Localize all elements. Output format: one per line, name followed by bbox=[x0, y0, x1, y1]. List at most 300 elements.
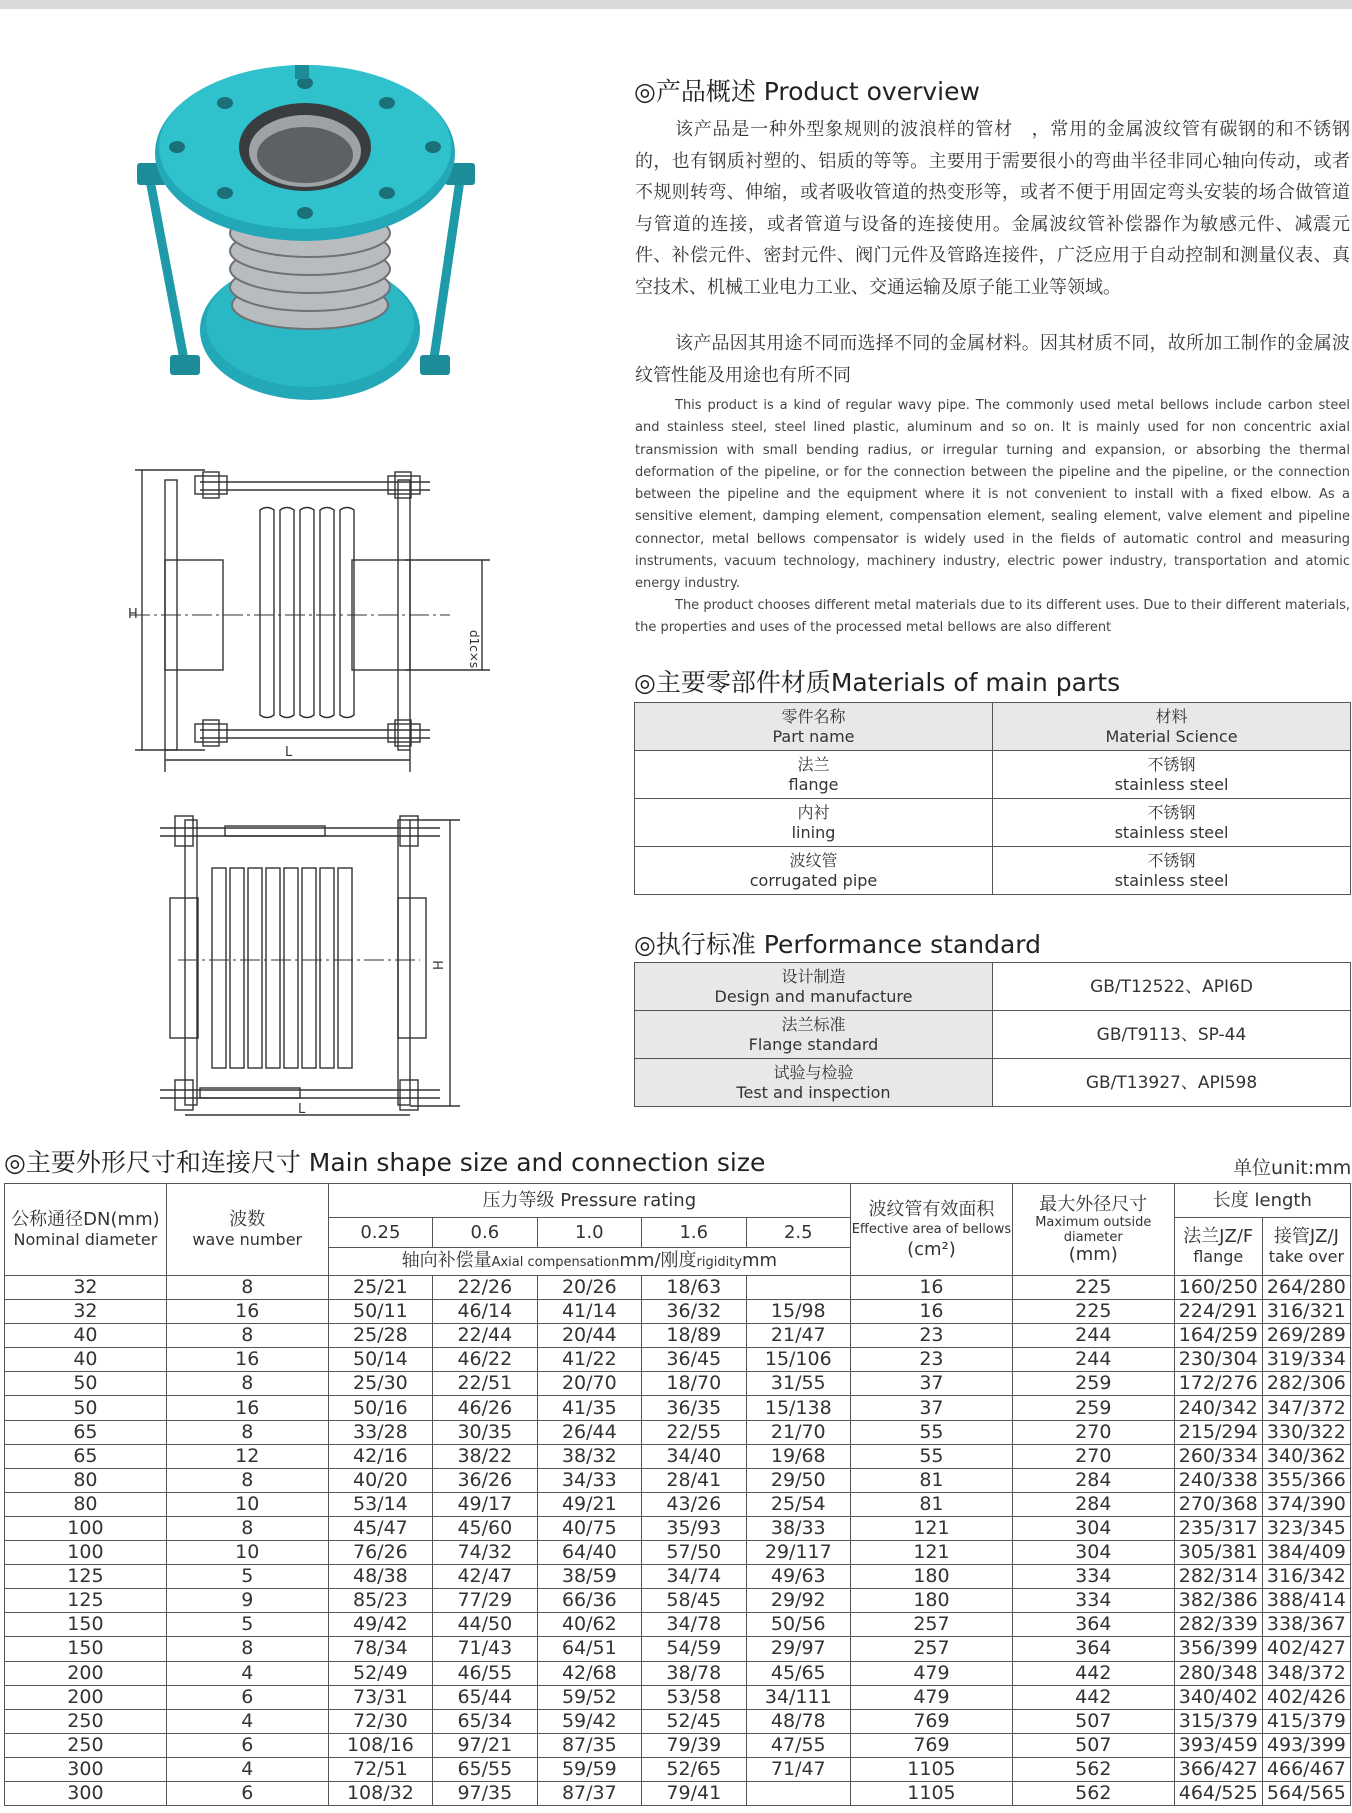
cell-p10: 20/44 bbox=[537, 1324, 641, 1348]
cell-area: 23 bbox=[851, 1348, 1013, 1372]
material-en: stainless steel bbox=[1114, 822, 1229, 842]
cell-p25: 31/55 bbox=[746, 1372, 851, 1396]
drawing-label-dc: d1c×s bbox=[467, 630, 481, 669]
cell-p25 bbox=[746, 1276, 851, 1300]
cell-od: 442 bbox=[1012, 1685, 1174, 1709]
cell-wave: 8 bbox=[166, 1324, 328, 1348]
cell-dn: 32 bbox=[5, 1300, 167, 1324]
cell-od: 364 bbox=[1012, 1637, 1174, 1661]
header-take-en: take over bbox=[1268, 1246, 1345, 1266]
cell-od: 507 bbox=[1012, 1709, 1174, 1733]
cell-od: 259 bbox=[1012, 1372, 1174, 1396]
header-take-over bbox=[1262, 1218, 1350, 1276]
header-take-cn: 接管JZ/J bbox=[1273, 1225, 1339, 1247]
cell-wave: 8 bbox=[166, 1276, 328, 1300]
cell-p025: 45/47 bbox=[328, 1516, 432, 1540]
cell-p16: 43/26 bbox=[642, 1492, 746, 1516]
cell-p25: 21/70 bbox=[746, 1420, 851, 1444]
table-row bbox=[5, 1276, 1351, 1300]
cell-take-over: 388/414 bbox=[1262, 1589, 1350, 1613]
cell-area: 479 bbox=[851, 1661, 1013, 1685]
cell-od: 244 bbox=[1012, 1324, 1174, 1348]
cell-p06: 38/22 bbox=[433, 1444, 537, 1468]
cell-dn: 300 bbox=[5, 1781, 167, 1805]
cell-p025: 48/38 bbox=[328, 1565, 432, 1589]
cell-p16: 18/70 bbox=[642, 1372, 746, 1396]
cell-p16: 34/78 bbox=[642, 1613, 746, 1637]
table-row bbox=[5, 1781, 1351, 1805]
cell-od: 225 bbox=[1012, 1300, 1174, 1324]
header-flange-cn: 法兰JZ/F bbox=[1183, 1225, 1254, 1247]
cell-flange: 282/339 bbox=[1174, 1613, 1262, 1637]
cell-p16: 36/32 bbox=[642, 1300, 746, 1324]
table-row bbox=[5, 1492, 1351, 1516]
table-row bbox=[5, 1468, 1351, 1492]
cell-p06: 46/26 bbox=[433, 1396, 537, 1420]
cell-p16: 34/40 bbox=[642, 1444, 746, 1468]
cell-take-over: 338/367 bbox=[1262, 1613, 1350, 1637]
cell-dn: 100 bbox=[5, 1516, 167, 1540]
table-row bbox=[5, 1300, 1351, 1324]
cell-dn: 65 bbox=[5, 1444, 167, 1468]
cell-p06: 74/32 bbox=[433, 1541, 537, 1565]
material-cn: 不锈钢 bbox=[1147, 850, 1196, 870]
cell-flange: 282/314 bbox=[1174, 1565, 1262, 1589]
cell-take-over: 264/280 bbox=[1262, 1276, 1350, 1300]
overview-en-paragraph-2: The product chooses different metal materials due to its different uses. Due to their different materials, the properties and uses of the processed metal bellows are also different bbox=[635, 598, 1350, 636]
cell-take-over: 384/409 bbox=[1262, 1541, 1350, 1565]
cell-od: 284 bbox=[1012, 1468, 1174, 1492]
cell-p06: 97/21 bbox=[433, 1733, 537, 1757]
header-part-cn: 零件名称 bbox=[781, 706, 846, 726]
cell-p025: 25/30 bbox=[328, 1372, 432, 1396]
cell-area: 55 bbox=[851, 1444, 1013, 1468]
cell-p10: 41/35 bbox=[537, 1396, 641, 1420]
material-en: stainless steel bbox=[1114, 870, 1229, 890]
cell-p25: 29/50 bbox=[746, 1468, 851, 1492]
header-pressure-value: 1.0 bbox=[537, 1218, 641, 1248]
cell-area: 16 bbox=[851, 1276, 1013, 1300]
cell-od: 562 bbox=[1012, 1757, 1174, 1781]
cell-dn: 65 bbox=[5, 1420, 167, 1444]
cell-area: 257 bbox=[851, 1613, 1013, 1637]
cell-area: 1105 bbox=[851, 1757, 1013, 1781]
cell-flange: 240/338 bbox=[1174, 1468, 1262, 1492]
cell-dn: 32 bbox=[5, 1276, 167, 1300]
cell-wave: 4 bbox=[166, 1661, 328, 1685]
header-pressure-value: 0.25 bbox=[328, 1218, 432, 1248]
material-cn: 不锈钢 bbox=[1147, 754, 1196, 774]
table-row bbox=[5, 1613, 1351, 1637]
cell-take-over: 466/467 bbox=[1262, 1757, 1350, 1781]
header-flange-en: flange bbox=[1193, 1246, 1244, 1266]
cell-flange: 340/402 bbox=[1174, 1685, 1262, 1709]
cell-flange: 270/368 bbox=[1174, 1492, 1262, 1516]
table-row bbox=[5, 1516, 1351, 1540]
cell-wave: 16 bbox=[166, 1300, 328, 1324]
cell-p16: 79/41 bbox=[642, 1781, 746, 1805]
header-axial-c: mm/刚度 bbox=[619, 1249, 697, 1271]
cell-take-over: 316/342 bbox=[1262, 1565, 1350, 1589]
part-name-en: flange bbox=[788, 774, 839, 794]
header-pressure-value: 2.5 bbox=[746, 1218, 851, 1248]
cell-p16: 22/55 bbox=[642, 1420, 746, 1444]
product-photo-icon bbox=[115, 65, 485, 405]
cell-p025: 76/26 bbox=[328, 1541, 432, 1565]
part-name-cn: 法兰 bbox=[797, 754, 830, 774]
material-en: stainless steel bbox=[1114, 774, 1229, 794]
cell-flange: 230/304 bbox=[1174, 1348, 1262, 1372]
cell-p25: 71/47 bbox=[746, 1757, 851, 1781]
cell-p025: 40/20 bbox=[328, 1468, 432, 1492]
cell-dn: 50 bbox=[5, 1372, 167, 1396]
table-row bbox=[5, 1589, 1351, 1613]
cell-take-over: 282/306 bbox=[1262, 1372, 1350, 1396]
table-row bbox=[5, 1661, 1351, 1685]
standards-table bbox=[634, 962, 1351, 1107]
cell-p025: 33/28 bbox=[328, 1420, 432, 1444]
cell-p25: 50/56 bbox=[746, 1613, 851, 1637]
table-row bbox=[5, 1637, 1351, 1661]
cell-area: 37 bbox=[851, 1372, 1013, 1396]
cell-p25: 19/68 bbox=[746, 1444, 851, 1468]
table-row bbox=[5, 1565, 1351, 1589]
cell-p06: 45/60 bbox=[433, 1516, 537, 1540]
cell-p025: 108/32 bbox=[328, 1781, 432, 1805]
cell-p06: 46/14 bbox=[433, 1300, 537, 1324]
cell-area: 257 bbox=[851, 1637, 1013, 1661]
standard-label-cn: 设计制造 bbox=[781, 966, 846, 986]
cell-p06: 65/44 bbox=[433, 1685, 537, 1709]
cell-p10: 41/22 bbox=[537, 1348, 641, 1372]
cell-p16: 58/45 bbox=[642, 1589, 746, 1613]
cell-p06: 22/26 bbox=[433, 1276, 537, 1300]
standard-value: GB/T9113、SP-44 bbox=[993, 1011, 1351, 1059]
table-row bbox=[5, 1420, 1351, 1444]
cell-take-over: 374/390 bbox=[1262, 1492, 1350, 1516]
cell-p025: 53/14 bbox=[328, 1492, 432, 1516]
header-axial-a: 轴向补偿量 bbox=[401, 1249, 492, 1271]
table-row bbox=[5, 1709, 1351, 1733]
cell-p16: 79/39 bbox=[642, 1733, 746, 1757]
drawing-label-l: L bbox=[285, 745, 293, 760]
cell-od: 364 bbox=[1012, 1613, 1174, 1637]
unit-label: 单位unit:mm bbox=[1233, 1157, 1352, 1179]
materials-heading: ◎主要零部件材质Materials of main parts bbox=[634, 668, 1121, 697]
cell-p25 bbox=[746, 1781, 851, 1805]
cell-od: 284 bbox=[1012, 1492, 1174, 1516]
cell-p25: 15/106 bbox=[746, 1348, 851, 1372]
materials-header-row bbox=[635, 703, 1351, 751]
standard-value: GB/T12522、API6D bbox=[993, 963, 1351, 1011]
cell-flange: 393/459 bbox=[1174, 1733, 1262, 1757]
header-od-unit: (mm) bbox=[1068, 1243, 1118, 1265]
cell-p16: 34/74 bbox=[642, 1565, 746, 1589]
cell-wave: 12 bbox=[166, 1444, 328, 1468]
table-row bbox=[5, 1757, 1351, 1781]
table-row bbox=[635, 1011, 1351, 1059]
overview-cn-paragraph-2: 该产品因其用途不同而选择不同的金属材料。因其材质不同，故所加工制作的金属波纹管性能及用途也有所不同 bbox=[635, 333, 1350, 386]
header-od bbox=[1012, 1184, 1174, 1276]
cell-od: 334 bbox=[1012, 1589, 1174, 1613]
table-row bbox=[635, 1059, 1351, 1107]
cell-p06: 22/51 bbox=[433, 1372, 537, 1396]
cell-area: 37 bbox=[851, 1396, 1013, 1420]
header-pressure-value: 0.6 bbox=[433, 1218, 537, 1248]
table-row bbox=[5, 1685, 1351, 1709]
header-flange bbox=[1174, 1218, 1262, 1276]
cell-wave: 8 bbox=[166, 1372, 328, 1396]
cell-p16: 38/78 bbox=[642, 1661, 746, 1685]
cell-take-over: 316/321 bbox=[1262, 1300, 1350, 1324]
cell-p16: 52/65 bbox=[642, 1757, 746, 1781]
cell-flange: 366/427 bbox=[1174, 1757, 1262, 1781]
cell-p10: 64/40 bbox=[537, 1541, 641, 1565]
cell-od: 270 bbox=[1012, 1444, 1174, 1468]
cell-p06: 49/17 bbox=[433, 1492, 537, 1516]
cell-flange: 464/525 bbox=[1174, 1781, 1262, 1805]
table-row bbox=[5, 1372, 1351, 1396]
cell-wave: 6 bbox=[166, 1733, 328, 1757]
cell-p25: 48/78 bbox=[746, 1709, 851, 1733]
overview-cn-paragraph-1: 该产品是一种外型象规则的波浪样的管材 ，常用的金属波纹管有碳钢的和不锈钢的，也有钢质衬塑的、铝质的等等。主要用于需要很小的弯曲半径非同心轴向传动，或者不规则转弯、伸缩，或者吸收管道的热变形等，或者不便于用固定弯头安装的场合做管道与管道的连接，或者管道与设备的连接使用。金属波纹管补偿器作为敏感元件、减震元件、补偿元件、密封元件、阀门元件及管路连接件，广泛应用于自动控制和测量仪表、真空技术、机械工业电力工业、交通运输及原子能工业等领域。 bbox=[635, 119, 1350, 298]
cell-wave: 5 bbox=[166, 1565, 328, 1589]
cell-p10: 42/68 bbox=[537, 1661, 641, 1685]
cell-od: 270 bbox=[1012, 1420, 1174, 1444]
cell-od: 507 bbox=[1012, 1733, 1174, 1757]
cell-flange: 215/294 bbox=[1174, 1420, 1262, 1444]
cell-p025: 85/23 bbox=[328, 1589, 432, 1613]
standard-label-en: Test and inspection bbox=[736, 1082, 891, 1102]
cell-p10: 87/35 bbox=[537, 1733, 641, 1757]
part-name-cn: 内衬 bbox=[797, 802, 830, 822]
cell-take-over: 347/372 bbox=[1262, 1396, 1350, 1420]
cell-p10: 38/32 bbox=[537, 1444, 641, 1468]
cell-p06: 46/55 bbox=[433, 1661, 537, 1685]
cell-wave: 4 bbox=[166, 1709, 328, 1733]
cell-p10: 20/26 bbox=[537, 1276, 641, 1300]
drawing-label-h: H bbox=[128, 607, 138, 622]
cell-dn: 50 bbox=[5, 1396, 167, 1420]
part-name-en: lining bbox=[791, 822, 836, 842]
overview-heading: ◎产品概述 Product overview bbox=[634, 77, 980, 106]
cell-p10: 64/51 bbox=[537, 1637, 641, 1661]
standard-label-cn: 法兰标准 bbox=[781, 1014, 846, 1034]
cell-od: 304 bbox=[1012, 1541, 1174, 1565]
cell-p16: 35/93 bbox=[642, 1516, 746, 1540]
cell-p06: 36/26 bbox=[433, 1468, 537, 1492]
cell-p06: 71/43 bbox=[433, 1637, 537, 1661]
standard-value: GB/T13927、API598 bbox=[993, 1059, 1351, 1107]
cell-p10: 41/14 bbox=[537, 1300, 641, 1324]
cell-p025: 42/16 bbox=[328, 1444, 432, 1468]
header-wave-en: wave number bbox=[192, 1229, 303, 1249]
cell-od: 259 bbox=[1012, 1396, 1174, 1420]
header-length: 长度 length bbox=[1174, 1184, 1350, 1218]
cell-flange: 260/334 bbox=[1174, 1444, 1262, 1468]
cell-wave: 6 bbox=[166, 1685, 328, 1709]
header-area-en: Effective area of bellows bbox=[851, 1221, 1012, 1237]
cell-p10: 49/21 bbox=[537, 1492, 641, 1516]
table-row bbox=[5, 1444, 1351, 1468]
standard-label-en: Design and manufacture bbox=[714, 986, 913, 1006]
cell-flange: 164/259 bbox=[1174, 1324, 1262, 1348]
cell-dn: 125 bbox=[5, 1565, 167, 1589]
cell-dn: 80 bbox=[5, 1468, 167, 1492]
materials-table bbox=[634, 702, 1351, 895]
cell-dn: 200 bbox=[5, 1661, 167, 1685]
cell-p06: 65/55 bbox=[433, 1757, 537, 1781]
top-bar bbox=[0, 0, 1352, 9]
cell-p10: 26/44 bbox=[537, 1420, 641, 1444]
cell-flange: 315/379 bbox=[1174, 1709, 1262, 1733]
cell-p25: 47/55 bbox=[746, 1733, 851, 1757]
table-row bbox=[5, 1348, 1351, 1372]
overview-en-paragraph-1: This product is a kind of regular wavy pipe. The commonly used metal bellows include carbon steel and stainless steel, steel lined plastic, aluminum and so on. It is mainly used for non concentric axial transmission with small bending radius, or irregular turning and expansion, or absorbing the thermal deformation of the pipeline, or for the connection between the pipeline and the pipeline, or the connection between the pipeline and the equipment where it is not convenient to install with a fixed elbow. As a sensitive element, damping element, compensation element, sealing element, valve element and pipeline connector, metal bellows compensator is widely used in the fields of automatic control and measuring instruments, vacuum technology, machinery industry, electric power industry, transportation and atomic energy industry. bbox=[635, 398, 1350, 592]
cell-flange: 160/250 bbox=[1174, 1276, 1262, 1300]
technical-drawing-tied-icon bbox=[120, 460, 500, 780]
cell-p25: 15/138 bbox=[746, 1396, 851, 1420]
cell-p25: 49/63 bbox=[746, 1565, 851, 1589]
cell-dn: 100 bbox=[5, 1541, 167, 1565]
cell-take-over: 564/565 bbox=[1262, 1781, 1350, 1805]
cell-area: 769 bbox=[851, 1709, 1013, 1733]
cell-flange: 305/381 bbox=[1174, 1541, 1262, 1565]
cell-area: 180 bbox=[851, 1589, 1013, 1613]
cell-wave: 9 bbox=[166, 1589, 328, 1613]
cell-dn: 250 bbox=[5, 1733, 167, 1757]
cell-p16: 52/45 bbox=[642, 1709, 746, 1733]
cell-p10: 59/42 bbox=[537, 1709, 641, 1733]
cell-p025: 49/42 bbox=[328, 1613, 432, 1637]
header-area bbox=[851, 1184, 1013, 1276]
standard-label-cn: 试验与检验 bbox=[773, 1062, 854, 1082]
cell-p10: 20/70 bbox=[537, 1372, 641, 1396]
technical-drawing-flanged-icon bbox=[150, 810, 470, 1120]
cell-p16: 36/45 bbox=[642, 1348, 746, 1372]
cell-p25: 29/97 bbox=[746, 1637, 851, 1661]
cell-dn: 40 bbox=[5, 1324, 167, 1348]
cell-p25: 38/33 bbox=[746, 1516, 851, 1540]
cell-take-over: 493/399 bbox=[1262, 1733, 1350, 1757]
cell-take-over: 269/289 bbox=[1262, 1324, 1350, 1348]
cell-p16: 57/50 bbox=[642, 1541, 746, 1565]
header-dn-cn: 公称通径DN(mm) bbox=[11, 1208, 160, 1230]
cell-area: 121 bbox=[851, 1541, 1013, 1565]
cell-p025: 73/31 bbox=[328, 1685, 432, 1709]
header-axial-b: Axial compensation bbox=[491, 1254, 620, 1270]
cell-p025: 72/51 bbox=[328, 1757, 432, 1781]
header-dn-en: Nominal diameter bbox=[13, 1229, 158, 1249]
header-axial bbox=[328, 1248, 850, 1276]
cell-od: 562 bbox=[1012, 1781, 1174, 1805]
cell-p06: 97/35 bbox=[433, 1781, 537, 1805]
cell-p16: 18/89 bbox=[642, 1324, 746, 1348]
cell-flange: 280/348 bbox=[1174, 1661, 1262, 1685]
cell-take-over: 402/426 bbox=[1262, 1685, 1350, 1709]
drawing2-label-l: L bbox=[298, 1102, 306, 1117]
cell-wave: 10 bbox=[166, 1492, 328, 1516]
cell-take-over: 319/334 bbox=[1262, 1348, 1350, 1372]
cell-p16: 28/41 bbox=[642, 1468, 746, 1492]
cell-p25: 34/111 bbox=[746, 1685, 851, 1709]
cell-p025: 50/11 bbox=[328, 1300, 432, 1324]
part-name-cn: 波纹管 bbox=[789, 850, 838, 870]
cell-p16: 54/59 bbox=[642, 1637, 746, 1661]
cell-wave: 16 bbox=[166, 1396, 328, 1420]
header-pressure: 压力等级 Pressure rating bbox=[328, 1184, 850, 1218]
cell-p025: 50/16 bbox=[328, 1396, 432, 1420]
cell-p06: 77/29 bbox=[433, 1589, 537, 1613]
cell-p025: 72/30 bbox=[328, 1709, 432, 1733]
cell-p10: 59/52 bbox=[537, 1685, 641, 1709]
header-axial-d: rigidity bbox=[696, 1254, 743, 1270]
standard-label-en: Flange standard bbox=[748, 1034, 879, 1054]
cell-p10: 66/36 bbox=[537, 1589, 641, 1613]
cell-p10: 87/37 bbox=[537, 1781, 641, 1805]
header-area-cn: 波纹管有效面积 bbox=[868, 1198, 995, 1220]
part-name-en: corrugated pipe bbox=[749, 870, 878, 890]
header-pressure-value: 1.6 bbox=[642, 1218, 746, 1248]
cell-p025: 108/16 bbox=[328, 1733, 432, 1757]
cell-p025: 50/14 bbox=[328, 1348, 432, 1372]
cell-take-over: 348/372 bbox=[1262, 1661, 1350, 1685]
cell-area: 16 bbox=[851, 1300, 1013, 1324]
header-wave bbox=[166, 1184, 328, 1276]
cell-wave: 4 bbox=[166, 1757, 328, 1781]
cell-p025: 25/28 bbox=[328, 1324, 432, 1348]
cell-area: 479 bbox=[851, 1685, 1013, 1709]
dimensions-heading: ◎主要外形尺寸和连接尺寸 Main shape size and connection size bbox=[4, 1148, 766, 1177]
cell-p10: 34/33 bbox=[537, 1468, 641, 1492]
dimensions-table bbox=[4, 1183, 1351, 1806]
cell-flange: 356/399 bbox=[1174, 1637, 1262, 1661]
cell-area: 1105 bbox=[851, 1781, 1013, 1805]
standards-heading: ◎执行标准 Performance standard bbox=[634, 930, 1042, 959]
cell-p06: 44/50 bbox=[433, 1613, 537, 1637]
header-wave-cn: 波数 bbox=[229, 1208, 266, 1230]
cell-p16: 36/35 bbox=[642, 1396, 746, 1420]
cell-p10: 40/75 bbox=[537, 1516, 641, 1540]
table-row bbox=[5, 1396, 1351, 1420]
cell-p025: 78/34 bbox=[328, 1637, 432, 1661]
header-material-en: Material Science bbox=[1105, 726, 1238, 746]
cell-p06: 46/22 bbox=[433, 1348, 537, 1372]
cell-od: 442 bbox=[1012, 1661, 1174, 1685]
cell-take-over: 355/366 bbox=[1262, 1468, 1350, 1492]
cell-flange: 172/276 bbox=[1174, 1372, 1262, 1396]
table-row bbox=[5, 1733, 1351, 1757]
cell-p25: 25/54 bbox=[746, 1492, 851, 1516]
header-od-en: Maximum outside diameter bbox=[1035, 1214, 1152, 1245]
cell-p06: 30/35 bbox=[433, 1420, 537, 1444]
cell-dn: 150 bbox=[5, 1637, 167, 1661]
cell-p10: 40/62 bbox=[537, 1613, 641, 1637]
header-axial-e: mm bbox=[742, 1249, 778, 1271]
cell-area: 81 bbox=[851, 1492, 1013, 1516]
cell-od: 225 bbox=[1012, 1276, 1174, 1300]
cell-p06: 42/47 bbox=[433, 1565, 537, 1589]
cell-od: 244 bbox=[1012, 1348, 1174, 1372]
cell-take-over: 415/379 bbox=[1262, 1709, 1350, 1733]
cell-flange: 235/317 bbox=[1174, 1516, 1262, 1540]
header-od-cn: 最大外径尺寸 bbox=[1039, 1193, 1148, 1215]
cell-wave: 10 bbox=[166, 1541, 328, 1565]
cell-wave: 8 bbox=[166, 1468, 328, 1492]
cell-flange: 240/342 bbox=[1174, 1396, 1262, 1420]
cell-p25: 45/65 bbox=[746, 1661, 851, 1685]
cell-p25: 29/117 bbox=[746, 1541, 851, 1565]
